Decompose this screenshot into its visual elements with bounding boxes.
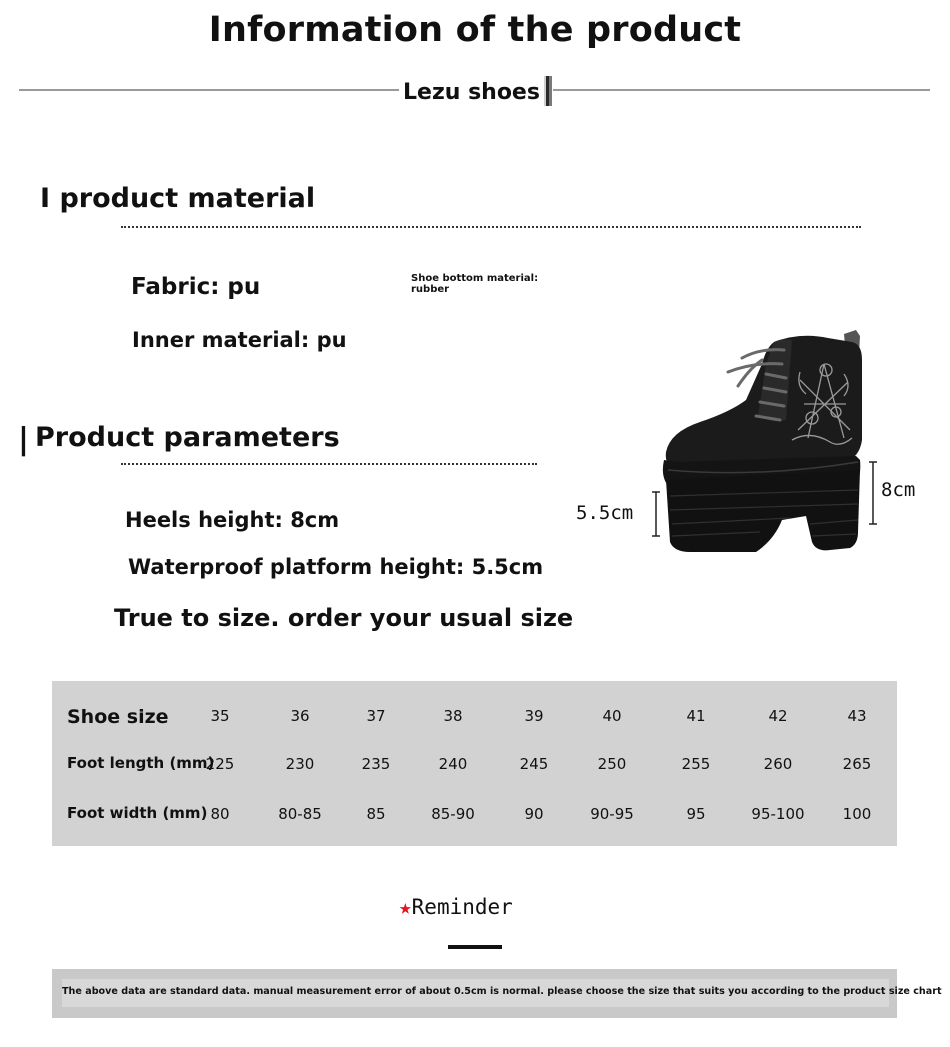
table-cell: 230 <box>285 755 315 773</box>
boot-illustration <box>560 320 940 570</box>
table-cell: 39 <box>524 707 544 725</box>
reminder-label: Reminder <box>411 895 513 919</box>
table-cell: 90 <box>524 805 544 823</box>
table-cell: 40 <box>602 707 622 725</box>
width-row-label: Foot width (mm) <box>67 804 208 822</box>
table-cell: 95-100 <box>751 805 805 823</box>
table-cell: 95 <box>686 805 706 823</box>
brand-accent-bar <box>544 76 552 106</box>
platform-height-label: Waterproof platform height: 5.5cm <box>128 555 544 579</box>
page-title: Information of the product <box>208 10 742 50</box>
table-cell: 36 <box>290 707 310 725</box>
heel-height-label: Heels height: 8cm <box>125 508 340 532</box>
table-cell: 85 <box>366 805 386 823</box>
size-chart <box>52 681 897 846</box>
fit-note: True to size. order your usual size <box>114 604 574 632</box>
boot-icon <box>560 320 940 570</box>
table-cell: 225 <box>205 755 235 773</box>
star-icon: ★ <box>399 895 412 919</box>
brand-name: Lezu shoes <box>403 80 540 105</box>
reminder-heading <box>399 895 513 919</box>
parameters-heading: Product parameters <box>35 422 340 453</box>
table-cell: 265 <box>842 755 872 773</box>
material-heading: I product material <box>40 183 316 214</box>
material-divider <box>121 226 861 228</box>
table-cell: 255 <box>681 755 711 773</box>
table-cell: 100 <box>842 805 872 823</box>
bottom-material-note: Shoe bottom material: rubber <box>411 273 539 295</box>
table-cell: 85-90 <box>431 805 475 823</box>
reminder-note-text: The above data are standard data. manual measurement error of about 0.5cm is normal. please choose the size that suits you according to the product size chart <box>62 986 942 997</box>
parameters-divider <box>121 463 537 465</box>
table-cell: 42 <box>768 707 788 725</box>
table-cell: 43 <box>847 707 867 725</box>
size-row-label: Shoe size <box>67 706 169 728</box>
table-cell: 90-95 <box>590 805 634 823</box>
table-cell: 80-85 <box>278 805 322 823</box>
length-row-label: Foot length (mm) <box>67 754 215 772</box>
table-cell: 235 <box>361 755 391 773</box>
table-cell: 41 <box>686 707 706 725</box>
table-cell: 240 <box>438 755 468 773</box>
heel-dimension-label: 8cm <box>881 479 916 501</box>
table-cell: 37 <box>366 707 386 725</box>
table-cell: 80 <box>210 805 230 823</box>
platform-dimension-label: 5.5cm <box>576 502 634 524</box>
table-cell: 38 <box>443 707 463 725</box>
reminder-underline <box>448 945 502 949</box>
table-cell: 260 <box>763 755 793 773</box>
table-cell: 245 <box>519 755 549 773</box>
table-cell: 35 <box>210 707 230 725</box>
fabric-label: Fabric: pu <box>131 274 261 300</box>
table-cell: 250 <box>597 755 627 773</box>
inner-material-label: Inner material: pu <box>132 328 347 352</box>
parameters-heading-marker: | <box>18 422 29 457</box>
